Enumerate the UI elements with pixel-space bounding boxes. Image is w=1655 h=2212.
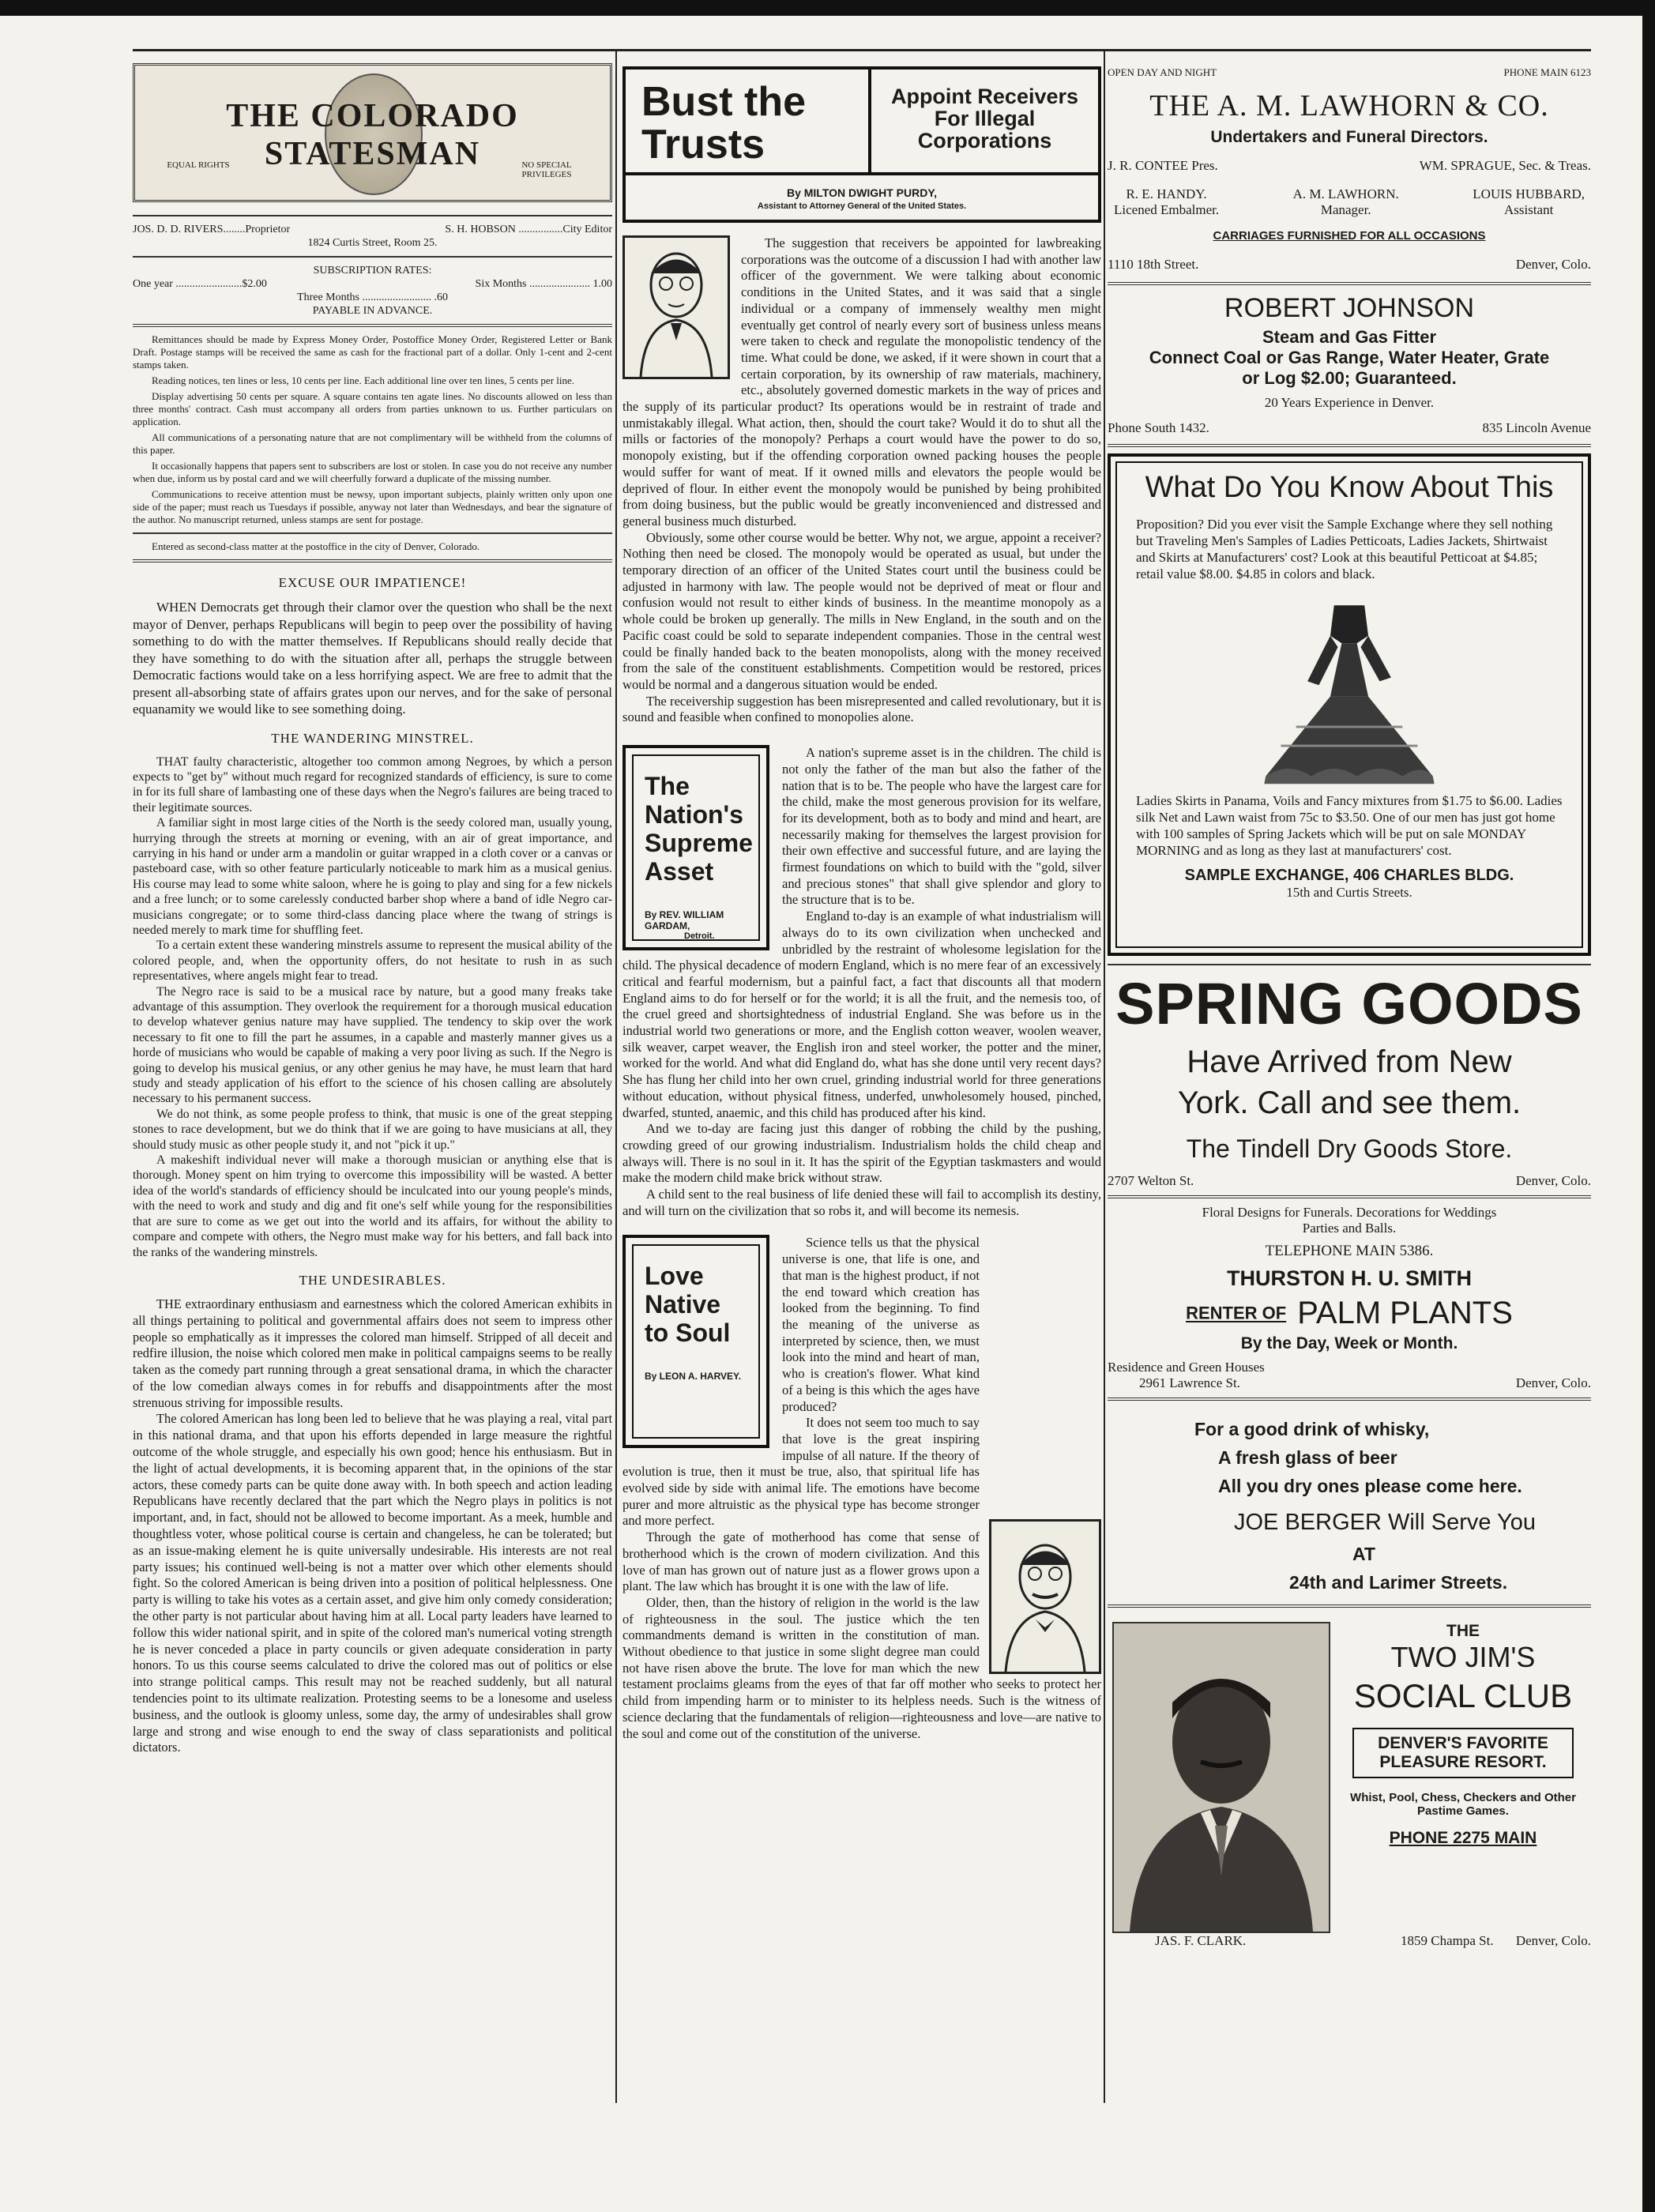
johnson-line-4: 20 Years Experience in Denver. — [1264, 395, 1435, 410]
divider — [1108, 282, 1591, 285]
man-portrait-icon — [1114, 1623, 1329, 1932]
bust-trusts-header — [623, 66, 1101, 223]
social-club-text — [1345, 1614, 1582, 1848]
lawhorn-ad — [1108, 66, 1591, 273]
editorial-title: THE WANDERING MINSTREL. — [271, 730, 474, 746]
spring-headline: SPRING GOODS — [1115, 971, 1583, 1036]
sample-text: Proposition? Did you ever visit the Sample Exchange where they sell nothing but Traveling Men's Samples of Ladies Petticoats, Ladies Jackets, Shirtwaist and Skirts at Manufacturers' cost? Look at this beautiful Petticoat at $4.85; retail value $8.00. $4.85 in colors and black. — [1136, 517, 1553, 581]
notice-item: All communications of a personating nature that are not complimentary will be withheld from the columns of this paper. — [133, 431, 612, 456]
club-line-1: TWO JIM'S — [1390, 1641, 1536, 1673]
column-rule-1 — [615, 49, 617, 2103]
social-club-ad — [1108, 1614, 1591, 1946]
staff-member — [1114, 186, 1219, 218]
notice-item: It occasionally happens that papers sent to subscribers are lost or stolen. In case you do not receive any number when due, inform us by postal card and we will cheerfully forward a duplicate of the missing number. — [133, 460, 612, 484]
paragraph: Science tells us that the physical universe is one, that life is one, and that man is the highest product, if not the end toward which creation has looked from the beginning. To find the meaning of the universe as interpreted by science, then, we must look into the mind and heart of man, who is creation's flower. What kind of a being is this which the ages have produced? — [782, 1235, 980, 1414]
smith-name: THURSTON H. U. SMITH — [1227, 1266, 1472, 1290]
bust-header-top — [626, 70, 1098, 175]
divider — [1108, 444, 1591, 447]
sample-headline: What Do You Know About This — [1145, 471, 1554, 504]
editorial-title: THE UNDESIRABLES. — [299, 1272, 446, 1288]
notice-item: Display advertising 50 cents per square. A square contains ten agate lines. No discounts allowed on less than three months' contract. Cash must accompany all orders from parties unknown to us. Further particulars on application. — [133, 390, 612, 427]
lawhorn-hours: OPEN DAY AND NIGHT — [1108, 66, 1217, 78]
lawhorn-carriages: CARRIAGES FURNISHED FOR ALL OCCASIONS — [1213, 229, 1486, 243]
smith-address: 2961 Lawrence St. — [1139, 1375, 1240, 1390]
johnson-line-1: Steam and Gas Fitter — [1262, 327, 1437, 347]
paragraph: We do not think, as some people profess to think, that music is one of the great stepping stones to race development, but we do think that if we are going to have musicians at all, they should study music as other people study it, and not "pick it up." — [133, 1107, 612, 1152]
johnson-ad — [1108, 293, 1591, 436]
smith-phone: TELEPHONE MAIN 5386. — [1265, 1243, 1434, 1259]
paragraph: A familiar sight in most large cities of the North is the seedy colored man, usually young, hurrying through the streets at morning or evening, with an air of great importance, and carrying in his hand or under arm a mandolin or guitar wrapped in a cloth cover or a canvas or pasteboard case, with so other feature particularly noticeable to mark him as a musical genius. His course may lead to some white saloon, where he is going to play and sing for a few nickels and a free lunch; or to some carelessly conducted barber shop where a band of idle Negro car-musicians congregate; or to some third-class dancing place where the twang of strings is needed merely to mark time for shuffling feet. — [133, 816, 612, 937]
smith-residence: Residence and Green Houses — [1108, 1360, 1265, 1375]
rate-six-months: Six Months ...................... 1.00 — [475, 278, 612, 290]
lawhorn-phone: PHONE MAIN 6123 — [1503, 66, 1591, 78]
johnson-address: 835 Lincoln Avenue — [1482, 420, 1591, 435]
man-portrait-icon — [625, 238, 728, 377]
club-line-2: SOCIAL CLUB — [1353, 1677, 1573, 1714]
spring-city: Denver, Colo. — [1515, 1173, 1591, 1188]
smith-palm: PALM PLANTS — [1297, 1296, 1513, 1330]
berger-line-6: 24th and Larimer Streets. — [1289, 1572, 1508, 1593]
spring-line-2: York. Call and see them. — [1177, 1085, 1521, 1120]
city-editor: S. H. HOBSON ................City Editor — [445, 224, 612, 235]
divider — [133, 256, 612, 258]
rate-one-year: One year ........................$2.00 — [133, 278, 267, 290]
divider — [1108, 1604, 1591, 1608]
notice-item: Reading notices, ten lines or less, 10 cents per line. Each additional line over ten lines, 5 cents per line. — [152, 374, 575, 386]
paragraph: THAT faulty characteristic, altogether too common among Negroes, by which a person expects to "get by" without much regard for recognized standards of efficiency, is sure to come in for its full share of lambasting one of these days when the Negro's failures are being traced to their legitimate sources. — [133, 754, 612, 814]
editorial-body — [133, 599, 612, 718]
sample-street: 15th and Curtis Streets. — [1286, 885, 1412, 900]
nation-byline: By REV. WILLIAM GARDAM, — [645, 909, 724, 932]
paragraph: The Negro race is said to be a musical race by nature, but a good many freaks take advantage of this assumption. They overlook the requirement for a thorough musical education to develop whatever genius nature may have supplied. The tendency to skip over the work necessary to fit one to fill the part he assumes, in a capable and masterly manner gives us a horde of musicians who would be capable of making a very poor living as such. If the Negro is going to develop his musical genius, or any other genius he may have, he must learn that hard study and steady application of his effort to the science of his chosen calling are absolutely necessary to his permanent success. — [133, 984, 612, 1106]
staff-role: Assistant — [1503, 202, 1554, 217]
bust-author-role: Assistant to Attorney General of the United States. — [757, 201, 967, 211]
love-byline: By LEON A. HARVEY. — [645, 1371, 742, 1382]
paragraph: The suggestion that receivers be appointed for lawbreaking corporations was the outcome of a discussion I had with another law officer of the government. We were talking about economic conditions in the United States, and it was said that a single individual or a company of immensely wealthy men might eventually get control of nearly every sort of business unless means were taken to check and regulate the monopolistic tendency of the time. What could be done, we asked, if it were shown in court that a certain corporation, by its ownership of raw materials, machinery, etc., absolutely governed domestic markets in the way of prices and the supply of its particular product? Its operations would be in restraint of trade and unmistakably illegal. What action, then, should the court take? Would it do to shut all the mills or factories of the monopoly? Perhaps a court would have the power to do so, monopoly existing, but if the offending corporation owned packing houses the people would suffer for want of meat. If it owned mills and elevators the people would be deprived of flour. In either event the monopoly would be punished by being prohibited from doing business, but the public would be greatly inconvenienced and distressed and general business much disturbed. — [623, 235, 1101, 529]
berger-line-1: For a good drink of whisky, — [1194, 1419, 1430, 1439]
man-portrait-icon — [991, 1522, 1099, 1672]
sample-address: SAMPLE EXCHANGE, 406 CHARLES BLDG. — [1184, 867, 1514, 884]
club-fav-2: PLEASURE RESORT. — [1379, 1753, 1547, 1771]
club-caption: JAS. F. CLARK. — [1155, 1933, 1247, 1948]
paragraph: To a certain extent these wandering minstrels assume to represent the musical ability of the colored people, and, when the opportunity offers, do not hesitate to rush in as such representatives, where angels might fear to tread. — [133, 939, 612, 984]
subscription-rates — [133, 277, 612, 291]
proprietor: JOS. D. D. RIVERS........Proprietor — [133, 224, 291, 235]
smith-address-line — [1108, 1375, 1591, 1391]
berger-line-2: A fresh glass of beer — [1218, 1447, 1397, 1468]
column-articles — [623, 49, 1101, 1742]
entered-notice: Entered as second-class matter at the postoffice in the city of Denver, Colorado. — [152, 540, 480, 552]
lawhorn-tagline: Undertakers and Funeral Directors. — [1210, 128, 1488, 146]
club-city: Denver, Colo. — [1515, 1933, 1591, 1948]
paragraph: A nation's supreme asset is in the children. The child is not only the father of the man but also the father of the nation that is to be. The people who have the largest care for the child, make the most generous provision for its welfare, for its development, both as to body and mind and heart, are necessarily making for themselves the largest provision for their own effective and successful future, and are laying the firmest foundations on which to build with the "gold, silver and precious stones" that shall give splendor and glory to the structure that is to be. — [782, 745, 1101, 908]
staff-name: A. M. LAWHORN. — [1292, 186, 1399, 201]
club-phone: PHONE 2275 MAIN — [1389, 1829, 1537, 1847]
nation-place: Detroit. — [684, 931, 715, 942]
smith-line-2: Parties and Balls. — [1302, 1221, 1397, 1236]
divider — [133, 215, 612, 216]
notice-item: Remittances should be made by Express Money Order, Postoffice Money Order, Registered Letter or Bank Draft. Postage stamps will be received the same as cash for the fractional part of a dollar. Only 1-cent and 2-cent stamps taken. — [133, 333, 612, 371]
spring-address: 2707 Welton St. — [1108, 1173, 1194, 1188]
staff-name: R. E. HANDY. — [1126, 186, 1207, 201]
paragraph: THE extraordinary enthusiasm and earnestness which the colored American exhibits in all things pertaining to political and governmental affairs does not seem to impress other people so emphatically as it impresses the colored man himself. Stripped of all deceit and redfire illusion, the noise which colored men make in political campaigns seems to be really taken as the comedy part running through a great sensational drama, in which the character of the low comedian always comes in for rebuffs and disappointments after the most strenuous striving for impossible results. — [133, 1296, 612, 1410]
staff-member — [1293, 186, 1399, 218]
editorial-title: EXCUSE OUR IMPATIENCE! — [278, 575, 467, 590]
paragraph: And we to-day are facing just this danger of robbing the child by the pushing, crowding greed of our growing industrialism. Industrialism holds the child cheap and always will. There is no soul in it. It has the spirit of the Egyptian taskmasters and would make the modern child make brick without straw. — [623, 1121, 1101, 1186]
bust-author: By MILTON DWIGHT PURDY, — [786, 186, 938, 199]
editorial-body — [133, 754, 612, 1260]
payable-notice: PAYABLE IN ADVANCE. — [312, 305, 433, 317]
masthead-right-tag: NO SPECIAL PRIVILEGES — [521, 160, 572, 179]
divider — [1108, 964, 1591, 965]
paragraph: England to-day is an example of what industrialism will always do to its own civilization when unchecked and unbridled by the restraint of wholesome legislation for the child. The physical decadence of modern England, which is no mere fear of an excessively critical and fearful modernism, but a painful fact, a fact that discounts all that modern England aims to do for herself or for the world; it is all the fruit, and the nemesis too, of the cruel greed and shortsightedness of industrial England. She was before us in the industrial world two generations or more, and the English cotton weaver, woolen weaver, silk weaver, carpet weaver, the English iron and steel worker, the potter and the miner, worked for the world. And what did England do, what has she done until very recent days? She has flung her child into her own cruel, grinding industrial world for three generations without education, without physical fitness, underfed, unwholesomely housed, pinched, dwarfed, stunted, anaemic, and this child has produced after his kind. — [623, 908, 1101, 1120]
lawhorn-staff — [1108, 186, 1591, 218]
johnson-line-3: or Log $2.00; Guaranteed. — [1242, 368, 1457, 388]
column-advertisements — [1108, 49, 1591, 1949]
paragraph: It does not seem too much to say that love is the great inspiring impulse of all nature. If the theory of evolution is true, then it must be true, also, that spiritual life has evolved side by side with animal life. The emotions have become purer and more altruistic as the physical type has become stronger and more perfect. — [623, 1415, 980, 1529]
paragraph: Through the gate of motherhood has come that sense of brotherhood which is the crown of modern civilization. And this love of man has grown out of nature just as a flower grows upon a plant. The law which has brought it is one with the law of life. — [623, 1529, 980, 1594]
purdy-portrait — [623, 235, 730, 379]
rate-three-months: Three Months ......................... .60 — [297, 292, 448, 303]
lawhorn-city: Denver, Colo. — [1515, 257, 1591, 272]
berger-line-5: AT — [1352, 1544, 1375, 1564]
bust-subtitle: Appoint Receivers For Illegal Corporations — [890, 85, 1079, 152]
spring-store: The Tindell Dry Goods Store. — [1186, 1134, 1513, 1163]
staff-role: Licened Embalmer. — [1114, 202, 1220, 217]
paragraph: Obviously, some other course would be better. Why not, we argue, appoint a receiver? Nothing then need be closed. The monopoly would be operated as usual, but under the temporary direction of an officer of the United States court until the business could be adjusted in harmony with law. The people would not be deprived of meat or flour and confusion would not result to either kinds of business. In the meantime monopoly as a whole could be broken up generally. The mills in New England, in the south and on the Pacific coast could be sold to separate independent companies. Those in the central west could be finally handed back to the beaten monopolists, along with the money received from the sale of the constituent establishments. Competition would be restored, prices would be normal and a dangerous situation would be ended. — [623, 529, 1101, 692]
page-edge-right — [1642, 0, 1655, 2212]
masthead — [133, 63, 612, 202]
nation-article — [623, 745, 1101, 1219]
smith-line-1: Floral Designs for Funerals. Decorations for Weddings — [1202, 1205, 1497, 1220]
divider — [133, 532, 612, 534]
love-title-inner — [632, 1244, 760, 1439]
club-the: THE — [1446, 1622, 1480, 1640]
club-fav-1: DENVER'S FAVORITE — [1378, 1734, 1548, 1752]
club-address: 1859 Champa St. — [1400, 1933, 1494, 1948]
bust-article — [623, 235, 1101, 726]
love-article — [623, 1235, 1101, 1742]
paragraph: WHEN Democrats get through their clamor over the question who shall be the next mayor of Denver, perhaps Republicans will begin to peep over the possibility of having something to do with the matter themselves. If Republicans should really decide that they have something to do with the situation after all, perhaps the struggle between Democratic factions would take on a less horrifying aspect. We are free to admit that the present all-absorbing state of affairs grates upon our nerves, and for the sake of personal equanamity we would like to see something doing. — [133, 600, 612, 717]
page-edge-top — [0, 0, 1655, 16]
johnson-contact — [1108, 420, 1591, 436]
staff-role: Manager. — [1320, 202, 1371, 217]
smith-city: Denver, Colo. — [1515, 1375, 1591, 1390]
column-editorial — [133, 49, 612, 1756]
paragraph: The colored American has long been led to believe that he was playing a real, vital part in this national drama, and that upon his efforts depended in large measure the rightful outcome of the whole struggle, and especially his own good; hence his enthusiasm. But in the light of actual developments, it is becoming apparent that, in the opinions of the star actors, these comedy parts can be quite done away with. In both speech and action leading Republicans have recently declared that the part which the Negro plays in politics is not important, and, in fact, should not be allowed to become important. As a meek, humble and thoughtless voter, whose political course is certain and changeless, he can be tolerated; but as an issue-making element he is quite universally undesirable. His interests are not real party issues; his continued well-being is not a matter over which other elements should fight. So the colored American is being driven into a position of political helplessness. One party is willing to take his votes as a certain asset, and give him only comedy consideration; the other party is not particular about having him at all. Local party leaders have learned to follow this wider national spirit, and in spite of the colored man's numerical voting strength he is never conceded a place in party councils or given adequate consideration in party honors. To us this course seems calculated to drive the colored mas out of politics or else into strange political camps. This result may not be reached suddenly, but all natural tendencies point to its ultimate realization. Protesting seems to be a lonesome and useless business, and the outlook is gloomy unless, some day, the army of undesirables shall grow large and strong and wise enough to end the sway of class separationists and political dictators. — [133, 1411, 612, 1755]
dress-illustration-icon — [1231, 590, 1468, 788]
paragraph: Older, then, than the history of religion in the world is the law of righteousness in the soul. The justice which the ten commandments demand is written in the constitution of man. Without obedience to that justice in some slight degree man could not have risen above the brute. The love for man which the new testament proclaims gleams from the eyes of that far off mother who seeks to protect her child from impending harm or to minister to its helpless needs. Such is the witness of science declaring that the fundamentals of religion—righteousness and love—are native to the soul and come out of the constitution of the universe. — [623, 1594, 1101, 1741]
harvey-portrait — [989, 1519, 1101, 1674]
editorial-body — [133, 1296, 612, 1756]
divider — [133, 324, 612, 327]
johnson-line-2: Connect Coal or Gas Range, Water Heater, Grate — [1149, 348, 1550, 367]
divider — [1108, 1398, 1591, 1401]
sample-inner — [1115, 461, 1583, 948]
subscription-heading: SUBSCRIPTION RATES: — [313, 265, 432, 276]
nation-title-inner — [632, 754, 760, 941]
paragraph: The receivership suggestion has been misrepresented and called revolutionary, but it is sound and feasible when confined to monopolies alone. — [623, 693, 1101, 725]
bust-title: Bust the Trusts — [626, 70, 871, 172]
lawhorn-secretary: WM. SPRAGUE, Sec. & Treas. — [1419, 158, 1591, 173]
masthead-left-tag: EQUAL RIGHTS — [167, 160, 230, 170]
club-games: Whist, Pool, Chess, Checkers and Other Pastime Games. — [1350, 1791, 1576, 1818]
berger-line-3: All you dry ones please come here. — [1218, 1476, 1522, 1496]
paragraph: A child sent to the real business of life denied these will fail to accomplish its destiny, and will turn on the civilization that so robs it, and will become its nemesis. — [623, 1187, 1101, 1218]
smith-renter-line — [1108, 1296, 1591, 1331]
smith-ad — [1108, 1205, 1591, 1391]
lawhorn-name: THE A. M. LAWHORN & CO. — [1149, 89, 1549, 122]
spring-goods-ad — [1108, 972, 1591, 1189]
masthead-title: THE COLORADO STATESMAN — [226, 98, 519, 172]
notices — [133, 333, 612, 526]
sample-text-2: Ladies Skirts in Panama, Voils and Fancy mixtures from $1.75 to $6.00. Ladies silk Net and Lawn waist from 75c to $3.50. One of our men has just got home with 100 samples of Spring Jackets which will be put on sale MONDAY MORNING and as long as they last at manufacturers' cost. — [1136, 793, 1563, 858]
berger-line-4: JOE BERGER Will Serve You — [1234, 1510, 1536, 1535]
johnson-name: ROBERT JOHNSON — [1224, 293, 1475, 323]
lawhorn-officers — [1108, 158, 1591, 174]
lawhorn-address: 1110 18th Street. — [1108, 257, 1199, 272]
lawhorn-president: J. R. CONTEE Pres. — [1108, 158, 1218, 173]
lawhorn-address-line — [1108, 257, 1591, 273]
paragraph: A makeshift individual never will make a thorough musician or anything else that is thorough. Money spent on him trying to overcome this impossibility will be wasted. A better idea of the world's standards of efficiency should be inculcated into our young people's minds, with the need to work and study and dig and fit one's self while young for the responsibilities that are sure to come as we get out into the world and its affairs, for without the ability to compare and compete with others, the Negro must make way for his betters, and fall back into the ranks of the wandering minstrels. — [133, 1153, 612, 1259]
club-favorite-box — [1352, 1728, 1574, 1778]
spring-line-1: Have Arrived from New — [1187, 1044, 1512, 1079]
staff-line — [133, 223, 612, 236]
staff-name: LOUIS HUBBARD, — [1473, 186, 1585, 201]
divider — [1108, 1195, 1591, 1198]
smith-renter: RENTER OF — [1186, 1303, 1287, 1323]
nation-title-box — [623, 745, 769, 950]
divider — [133, 559, 612, 562]
love-title: Love Native to Soul — [645, 1262, 731, 1348]
love-title-box — [623, 1235, 769, 1448]
johnson-phone: Phone South 1432. — [1108, 420, 1209, 435]
staff-member — [1473, 186, 1585, 218]
smith-by: By the Day, Week or Month. — [1240, 1334, 1458, 1352]
nation-title: The Nation's Supreme Asset — [645, 772, 753, 886]
office-address: 1824 Curtis Street, Room 25. — [307, 237, 438, 249]
sample-exchange-ad — [1108, 453, 1591, 956]
lawhorn-top-line — [1108, 66, 1591, 79]
bust-byline — [626, 175, 1098, 213]
spring-address-line — [1108, 1173, 1591, 1189]
column-rule-2 — [1104, 49, 1105, 2103]
notice-item: Communications to receive attention must be newsy, upon important subjects, plainly written only upon one side of the paper; must reach us Tuesdays if possible, anyway not later than Wednesdays, and bear the signature of the author. No manuscript returned, unless stamps are sent for postage. — [133, 488, 612, 525]
berger-ad — [1108, 1407, 1591, 1598]
clark-portrait — [1112, 1622, 1330, 1933]
